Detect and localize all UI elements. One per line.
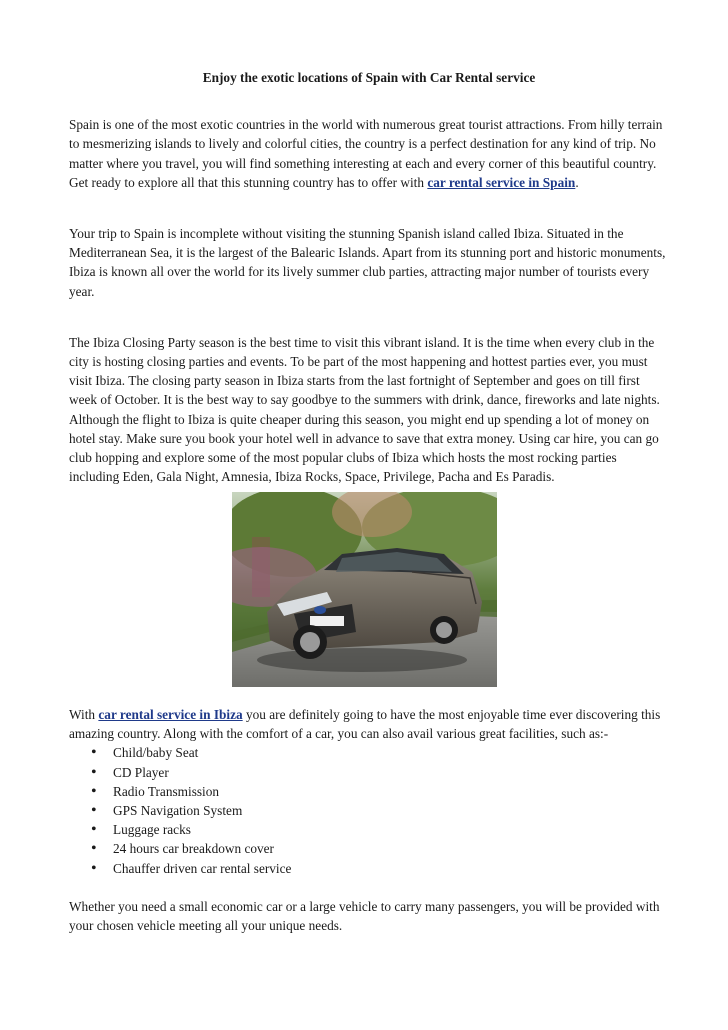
list-item: • CD Player xyxy=(91,763,669,782)
list-item: • Luggage racks xyxy=(91,820,669,839)
car-image xyxy=(232,492,497,687)
list-item: • Chauffer driven car rental service xyxy=(91,859,669,878)
paragraph-facilities-text: you are definitely going to have the most enjoyable time ever discovering this amazing country. Along with the comfort of a car, you can also avail various great facilities, such as:- xyxy=(69,707,661,742)
document-page-lower xyxy=(69,705,669,935)
paragraph-closing-party: The Ibiza Closing Party season is the best time to visit this vibrant island. It is the time when every club in the city is hosting closing parties and events. To be part of the most happening and hottest parties ever, you must visit Ibiza. The closing party season in Ibiza starts from the last fortnight of September and goes on till first week of October. It is the best way to say goodbye to the summers with drink, dance, fireworks and late nights. Although the flight to Ibiza is quite cheaper during this season, you might end up spending a lot of money on hotel stay. Make sure you book your hotel well in advance to save that extra money. Using car hire, you can go club hopping and explore some of the most popular clubs of Ibiza which hosts the most rocking parties including Eden, Gala Night, Amnesia, Ibiza Rocks, Space, Privilege, Pacha and Es Paradis. xyxy=(69,334,660,485)
paragraph-closing: Whether you need a small economic car or a large vehicle to carry many passengers, you will be provided with your chosen vehicle meeting all your unique needs. xyxy=(69,898,660,934)
list-item: • Radio Transmission xyxy=(91,782,669,801)
list-item: • GPS Navigation System xyxy=(91,801,669,820)
paragraph-intro xyxy=(69,115,669,192)
paragraph-facilities-start: With xyxy=(69,707,99,722)
paragraph-intro-end: . xyxy=(575,174,579,190)
car-photo xyxy=(232,492,497,687)
list-item: • Child/baby Seat xyxy=(91,743,669,762)
features-list xyxy=(69,743,669,877)
list-item: • 24 hours car breakdown cover xyxy=(91,839,669,858)
paragraph-ibiza: Your trip to Spain is incomplete without visiting the stunning Spanish island called Ibiza. Situated in the Mediterranean Sea, it is the largest of the Balearic Islands. Apart from its stunning port and historic monuments, Ibiza is known all over the world for its lively summer club parties, attracting major number of tourists every year. xyxy=(69,226,666,299)
link-car-rental-ibiza[interactable]: car rental service in Ibiza xyxy=(98,707,243,722)
paragraph-intro-text: Spain is one of the most exotic countries in the world with numerous great tourist attractions. From hilly terrain to mesmerizing islands to lively and colorful cities, the country is a perfect destination for any kind of trip. No matter where you travel, you will find something interesting at each and every corner of this beautiful country. Get ready to explore all that this stunning country has to offer with xyxy=(69,117,663,190)
document-page xyxy=(69,68,669,486)
paragraph-facilities xyxy=(69,705,669,743)
link-car-rental-spain[interactable]: car rental service in Spain xyxy=(427,174,576,190)
document-title: Enjoy the exotic locations of Spain with Car Rental service xyxy=(202,70,536,85)
